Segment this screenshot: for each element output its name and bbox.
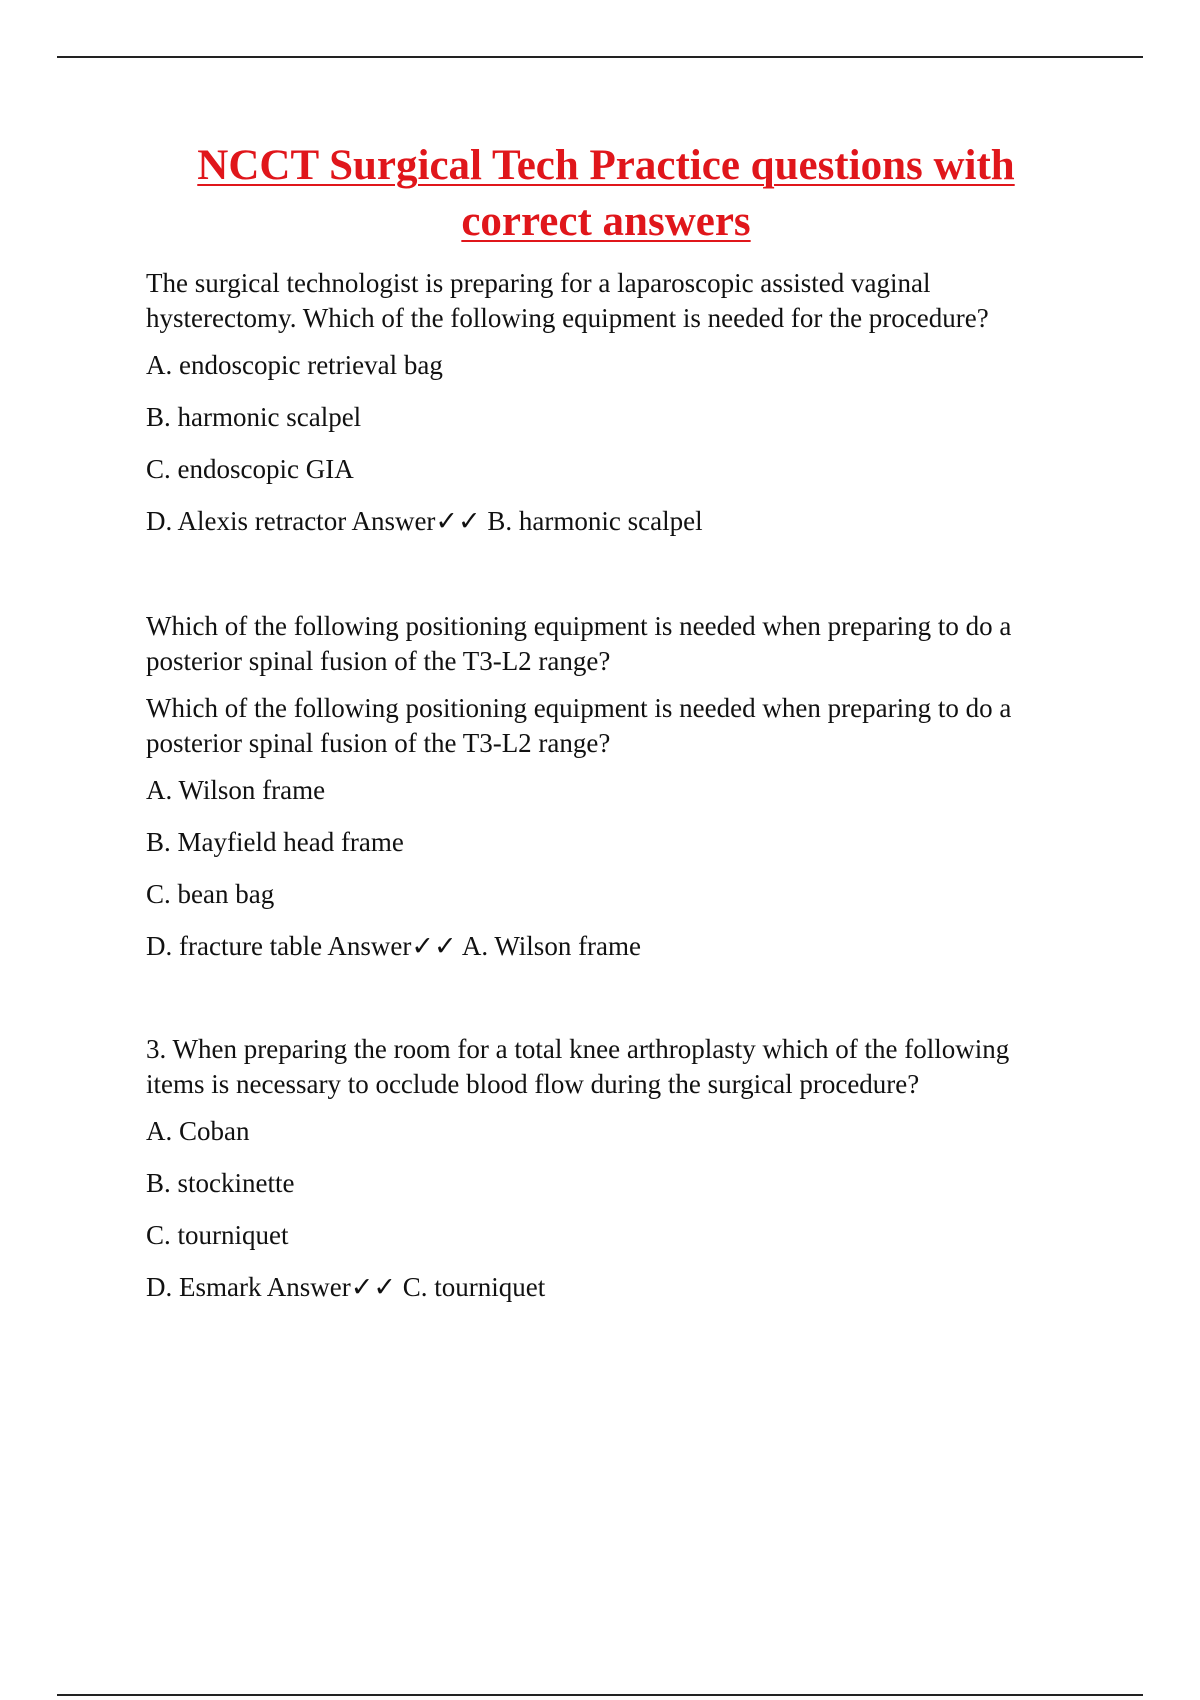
question-1 — [146, 266, 1066, 539]
question-spacer — [146, 539, 1066, 609]
question-2-option-a: A. Wilson frame — [146, 775, 326, 805]
question-1-option-a: A. endoscopic retrieval bag — [146, 350, 443, 380]
question-3-option-a: A. Coban — [146, 1116, 250, 1146]
question-2-option-d-answer: D. fracture table Answer✓✓ A. Wilson frame — [146, 931, 642, 961]
question-1-prompt: The surgical technologist is preparing for a laparoscopic assisted vaginal hysterectomy. Which of the following equipment is needed for the procedure? — [146, 268, 989, 333]
footer-rule — [57, 1694, 1143, 1696]
question-3-option-b: B. stockinette — [146, 1168, 295, 1198]
question-1-option-c: C. endoscopic GIA — [146, 454, 354, 484]
question-2-prompt: Which of the following positioning equipment is needed when preparing to do a posterior spinal fusion of the T3-L2 range? — [146, 611, 1012, 676]
header-rule — [57, 56, 1143, 58]
document-title: NCCT Surgical Tech Practice questions with correct answers — [197, 142, 1015, 245]
document-body — [146, 138, 1066, 1305]
question-2-prompt-repeat: Which of the following positioning equipment is needed when preparing to do a posterior spinal fusion of the T3-L2 range? — [146, 693, 1012, 758]
question-2-option-c: C. bean bag — [146, 879, 275, 909]
question-2-option-b: B. Mayfield head frame — [146, 827, 404, 857]
question-1-option-b: B. harmonic scalpel — [146, 402, 362, 432]
question-3-prompt: 3. When preparing the room for a total knee arthroplasty which of the following items is necessary to occlude blood flow during the surgical procedure? — [146, 1034, 1010, 1099]
question-spacer — [146, 964, 1066, 1032]
question-3-option-c: C. tourniquet — [146, 1220, 289, 1250]
question-2 — [146, 609, 1066, 964]
question-3 — [146, 1032, 1066, 1305]
question-1-option-d-answer: D. Alexis retractor Answer✓✓ B. harmonic scalpel — [146, 506, 703, 536]
question-3-option-d-answer: D. Esmark Answer✓✓ C. tourniquet — [146, 1272, 546, 1302]
